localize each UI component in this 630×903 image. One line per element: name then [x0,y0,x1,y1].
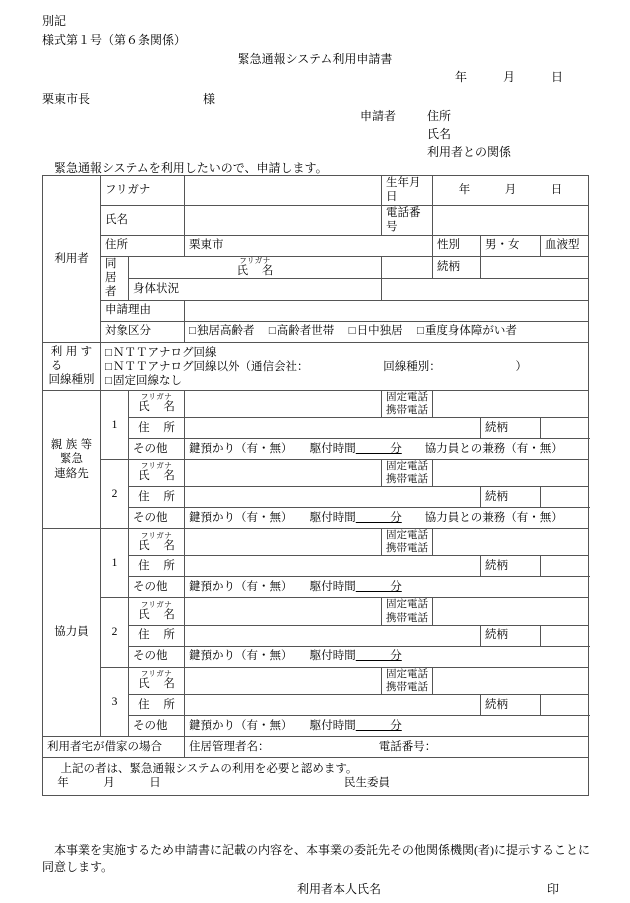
cooperator-other-label-1: その他 [129,577,185,598]
cooperator-name-value-1[interactable] [185,529,382,556]
emergency-name-value-1[interactable] [185,390,382,417]
cooperator-name-label-1 [129,529,185,556]
emergency-other-label-2: その他 [129,508,185,529]
table-row [43,459,589,486]
cooperator-address-value-2[interactable] [185,625,481,646]
emergency-address-value-2[interactable] [185,487,481,508]
rental-case-label: 利用者宅が借家の場合 [43,736,185,757]
approval-block [43,757,589,795]
cooperator-name-label-2 [129,598,185,625]
cooperator-phone-value-2[interactable] [433,598,589,625]
emergency-address-label-2: 住 所 [129,487,185,508]
applicant-name-label[interactable]: 氏名 [427,127,452,141]
cooperator-other-value-1[interactable]: 鍵預かり（有・無） 駆付時間 分 [185,577,589,598]
cohabitant-name-label [129,256,382,279]
table-row [43,667,589,694]
emergency-phone-label-1 [382,390,433,417]
application-table [42,175,589,796]
cooperator-phone-mobile-label-1: 携帯電話 [386,543,428,555]
cooperator-address-value-3[interactable] [185,694,481,715]
emergency-name-value-2[interactable] [185,459,382,486]
cooperator-other-label-2: その他 [129,646,185,667]
cooperator-other-label-3: その他 [129,715,185,736]
cohabitant-name-text: 氏 名 [236,264,274,277]
cooperator-address-value-1[interactable] [185,556,481,577]
emergency-name-label-1 [129,390,185,417]
user-phone-value[interactable] [433,205,589,235]
category-options [185,321,589,342]
cohabitant-furigana-label: フリガナ [239,255,271,265]
checkbox-option-severe-disability[interactable]: □ 重度身体障がい者 [417,325,517,337]
approval-date[interactable]: 年 月 日 [57,777,161,790]
cooperator-number-1: 1 [101,529,129,598]
cooperator-phone-value-3[interactable] [433,667,589,694]
table-row [43,598,589,625]
line-type-label-line1: 利用する [50,345,93,372]
section-label-cooperators: 協力員 [43,529,101,737]
emergency-label-line2: 緊急 [60,453,83,466]
cooperator-name-text-2: 氏 名 [138,608,175,621]
emergency-phone-value-1[interactable] [433,390,589,417]
user-address-value[interactable]: 栗東市 [185,235,433,256]
addressee-honorific: 様 [203,92,216,106]
table-row [43,529,589,556]
emergency-phone-label-2 [382,459,433,486]
consent-text: 本事業を実施するため申請書に記載の内容を、本事業の委託先その他関係機関(者)に提示することに同意します。 [42,843,590,875]
emergency-label-line1: 親族等 [50,438,93,451]
consent-name-label[interactable]: 利用者本人氏名 [297,882,382,896]
cooperator-name-label-3 [129,667,185,694]
applicant-label: 申請者 [360,109,397,123]
table-row [43,390,589,417]
cohabitant-relation-label: 続柄 [433,256,481,279]
table-row [43,736,589,757]
table-row [43,321,589,342]
user-name-label: 氏名 [101,205,185,235]
cooperator-name-value-3[interactable] [185,667,382,694]
applicant-address-label[interactable]: 住所 [427,109,452,123]
body-condition-label: 身体状況 [129,279,382,301]
cooperator-other-value-2[interactable]: 鍵預かり（有・無） 駆付時間 分 [185,646,589,667]
table-row [43,205,589,235]
emergency-label-line3: 連絡先 [54,467,89,480]
checkbox-option-elderly-household[interactable]: □ 高齢者世帯 [269,325,334,337]
cooperator-name-value-2[interactable] [185,598,382,625]
user-birth-label: 生年月日 [382,176,433,206]
table-row [43,176,589,206]
cooperator-address-label-1: 住 所 [129,556,185,577]
cooperator-phone-mobile-label-2: 携帯電話 [386,612,428,624]
checkbox-option-non-ntt-analog[interactable]: □ ＮＴＴアナログ回線以外（通信会社： 回線種別： ） [105,361,527,373]
page-title: 緊急通報システム利用申請書 [237,52,393,66]
section-label-emergency-contacts [43,390,101,529]
emergency-address-value-1[interactable] [185,417,481,438]
cooperator-relation-value-2[interactable] [541,625,589,646]
emergency-address-label-1: 住 所 [129,417,185,438]
user-phone-label: 電話番号 [382,205,433,235]
reason-label: 申請理由 [101,300,185,321]
table-row [43,342,589,390]
checkbox-option-ntt-analog[interactable]: □ ＮＴＴアナログ回線 [105,347,216,359]
approval-text: 上記の者は、緊急通報システムの利用を必要と認めます。 [60,763,358,775]
cooperator-address-label-2: 住 所 [129,625,185,646]
seal-mark: 印 [547,882,560,896]
emergency-contact-number-2: 2 [101,459,129,528]
cooperator-phone-fixed-label-3: 固定電話 [386,668,428,680]
submission-date-line[interactable]: 年 月 日 [455,70,564,84]
user-blood-label: 血液型 [541,235,589,256]
cooperator-furigana-label-1: フリガナ [140,530,173,540]
applicant-relation-label[interactable]: 利用者との関係 [427,145,512,159]
emergency-other-value-2[interactable]: 鍵預かり（有・無） 駆付時間 分 協力員との兼務（有・無） [185,508,589,529]
cooperator-phone-label-1 [382,529,433,556]
emergency-relation-label-1: 続柄 [481,417,541,438]
emergency-furigana-label-1: フリガナ [140,392,173,402]
appendix-label: 別記 [42,14,67,28]
cooperator-phone-value-1[interactable] [433,529,589,556]
section-label-user: 利用者 [43,176,101,343]
emergency-phone-mobile-label-2: 携帯電話 [386,474,428,485]
cooperator-relation-label-2: 続柄 [481,625,541,646]
approval-line[interactable] [49,776,582,790]
cooperator-other-value-3[interactable]: 鍵預かり（有・無） 駆付時間 分 [185,715,589,736]
cohabitant-relation-value[interactable] [481,256,589,279]
cooperator-name-text-3: 氏 名 [138,678,175,691]
cooperator-relation-label-1: 続柄 [481,556,541,577]
approval-officer-label: 民生委員 [344,777,390,790]
cooperator-phone-fixed-label-1: 固定電話 [386,530,428,542]
line-type-options [101,342,589,390]
user-sex-label: 性別 [433,235,481,256]
user-furigana-label: フリガナ [101,176,185,206]
emergency-furigana-label-2: フリガナ [140,461,173,471]
emergency-name-text-1: 氏 名 [138,401,175,414]
cohabitant-label: 同居者 [101,256,129,300]
addressee-mayor: 栗東市長 [42,92,91,106]
emergency-relation-value-1[interactable] [541,417,589,438]
cooperator-phone-fixed-label-2: 固定電話 [386,599,428,611]
body-condition-value[interactable] [382,279,589,301]
user-birth-value[interactable]: 年 月 日 [433,176,589,206]
cooperator-furigana-label-3: フリガナ [140,669,173,679]
checkbox-option-daytime-alone[interactable]: □ 日中独居 [349,325,403,337]
form-number: 様式第１号（第６条関係） [42,33,187,47]
emergency-other-value-1[interactable]: 鍵預かり（有・無） 駆付時間 分 協力員との兼務（有・無） [185,438,589,459]
intro-sentence: 緊急通報システムを利用したいので、申請します。 [54,161,328,175]
reason-value[interactable] [185,300,589,321]
cohabitant-name-value[interactable] [382,256,433,279]
cooperator-relation-label-3: 続柄 [481,694,541,715]
line-type-label [43,342,101,390]
cooperator-phone-label-2 [382,598,433,625]
cooperator-furigana-label-2: フリガナ [140,599,173,609]
user-furigana-value[interactable] [185,176,382,206]
category-label: 対象区分 [101,321,185,342]
cooperator-number-3: 3 [101,667,129,736]
emergency-relation-value-2[interactable] [541,487,589,508]
cooperator-name-text-1: 氏 名 [138,539,175,552]
cooperator-relation-value-1[interactable] [541,556,589,577]
cooperator-phone-mobile-label-3: 携帯電話 [386,681,428,693]
table-row [43,757,589,795]
emergency-name-text-2: 氏 名 [138,470,175,483]
cooperator-relation-value-3[interactable] [541,694,589,715]
emergency-phone-mobile-label-1: 携帯電話 [386,404,428,416]
emergency-phone-fixed-label-2: 固定電話 [386,460,428,472]
table-row [43,256,589,279]
cooperator-address-label-3: 住 所 [129,694,185,715]
table-row [43,300,589,321]
emergency-contact-number-1: 1 [101,390,129,459]
user-name-value[interactable] [185,205,382,235]
emergency-phone-fixed-label-1: 固定電話 [386,391,428,403]
line-type-label-line2: 回線種別 [48,374,95,387]
table-row [43,235,589,256]
cooperator-phone-label-3 [382,667,433,694]
cooperator-number-2: 2 [101,598,129,667]
emergency-name-label-2 [129,459,185,486]
checkbox-option-single-elderly[interactable]: □ 独居高齢者 [189,325,254,337]
emergency-other-label-1: その他 [129,438,185,459]
emergency-relation-label-2: 続柄 [481,487,541,508]
checkbox-option-no-fixed-line[interactable]: □ 固定回線なし [105,375,182,387]
emergency-phone-value-2[interactable] [433,459,589,486]
user-sex-value[interactable]: 男・女 [481,235,541,256]
user-address-label: 住所 [101,235,185,256]
rental-case-value[interactable]: 住居管理者名： 電話番号： [185,736,589,757]
